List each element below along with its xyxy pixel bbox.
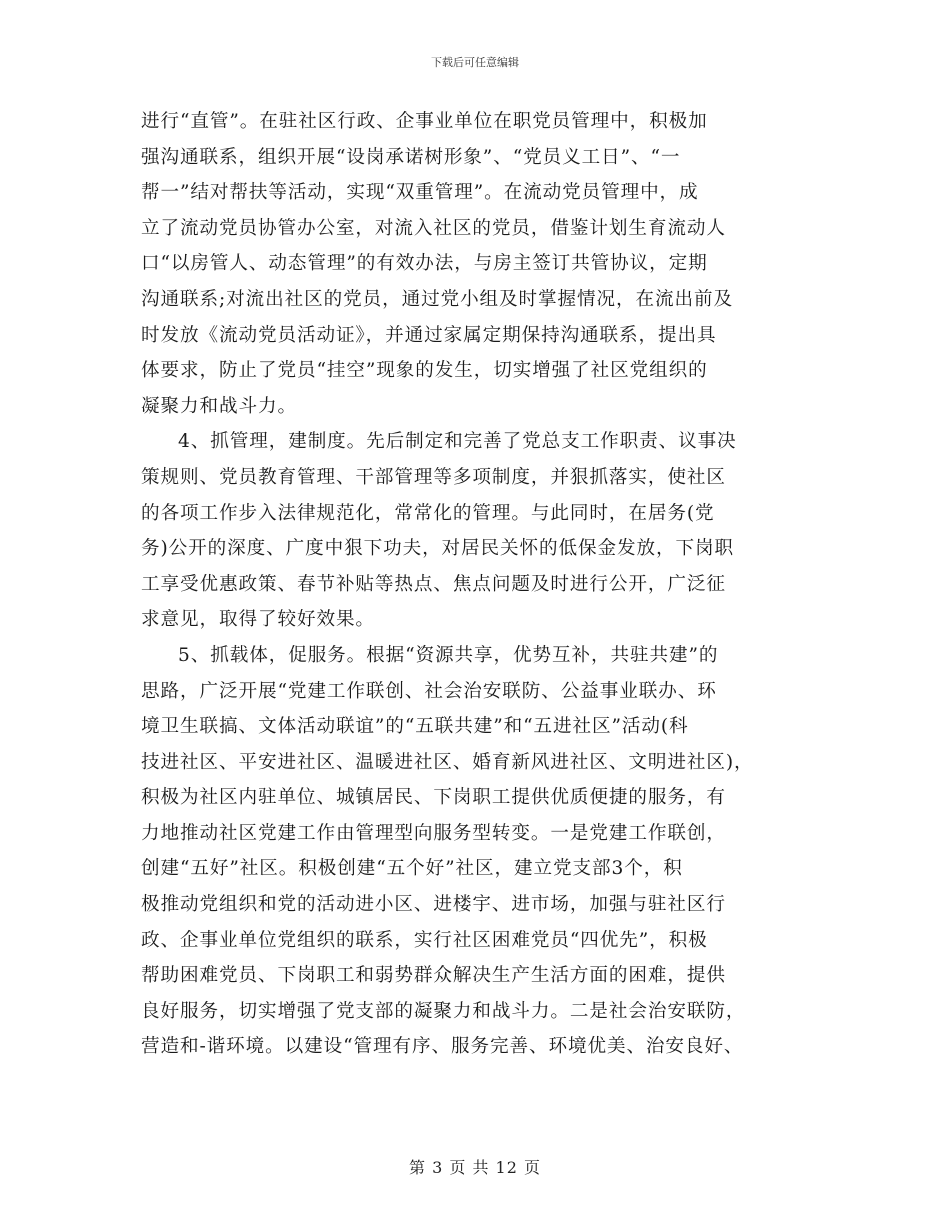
text-line: 积极为社区内驻单位、城镇居民、下岗职工提供优质便捷的服务，有 — [141, 787, 726, 809]
text-line: 力地推动社区党建工作由管理型向服务型转变。一是党建工作联创， — [141, 822, 726, 844]
text-line: 口“以房管人、动态管理”的有效办法，与房主签订共管协议，定期 — [141, 253, 708, 275]
text-line: 创建“五好”社区。积极创建“五个好”社区，建立党支部3个，积 — [141, 858, 683, 880]
text-line: 帮一”结对帮扶等活动，实现“双重管理”。在流动党员管理中，成 — [141, 182, 699, 204]
text-line: 凝聚力和战斗力。 — [141, 395, 297, 417]
text-line: 技进社区、平安进社区、温暖进社区、婚育新风进社区、文明进社区)， — [141, 751, 754, 773]
page-footer-page-number: 第 3 页 共 12 页 — [409, 1158, 541, 1177]
text-line: 境卫生联搞、文体活动联谊”的“五联共建”和“五进社区”活动(科 — [141, 716, 689, 738]
text-line: 5、抓载体，促服务。根据“资源共享，优势互补，共驻共建”的 — [178, 644, 719, 666]
text-line: 进行“直管”。在驻社区行政、企事业单位在职党员管理中，积极加 — [141, 111, 708, 132]
text-line: 的各项工作步入法律规范化，常常化的管理。与此同时，在居务(党 — [141, 502, 715, 524]
text-line: 工享受优惠政策、春节补贴等热点、焦点问题及时进行公开，广泛征 — [141, 573, 726, 595]
text-line: 立了流动党员协管办公室，对流入社区的党员，借鉴计划生育流动人 — [141, 217, 726, 239]
text-line: 营造和-谐环境。以建设“管理有序、服务完善、环境优美、治安良好、 — [141, 1036, 744, 1058]
text-line: 强沟通联系，组织开展“设岗承诺树形象”、“党员义工日”、“一 — [141, 146, 681, 168]
text-line: 策规则、党员教育管理、干部管理等多项制度，并狠抓落实，使社区 — [141, 466, 726, 488]
text-line: 良好服务，切实增强了党支部的凝聚力和战斗力。二是社会治安联防， — [141, 1000, 746, 1022]
text-line: 4、抓管理，建制度。先后制定和完善了党总支工作职责、议事决 — [178, 431, 737, 453]
text-line: 思路，广泛开展“党建工作联创、社会治安联防、公益事业联办、环 — [141, 680, 717, 702]
text-line: 帮助困难党员、下岗职工和弱势群众解决生产生活方面的困难，提供 — [141, 965, 726, 987]
page-header: 下载后可任意编辑 — [431, 56, 519, 69]
text-line: 时发放《流动党员活动证》，并通过家属定期保持沟通联系，提出具 — [141, 324, 717, 346]
document-body — [141, 104, 821, 1065]
text-line: 务)公开的深度、广度中狠下功夫，对居民关怀的低保金发放，下岗职 — [141, 538, 734, 560]
text-line: 政、企事业单位党组织的联系，实行社区困难党员“四优先”，积极 — [141, 929, 708, 951]
text-line: 极推动党组织和党的活动进小区、进楼宇、进市场，加强与驻社区行 — [141, 894, 726, 916]
text-line: 体要求，防止了党员“挂空”现象的发生，切实增强了社区党组织的 — [141, 360, 708, 382]
text-line: 求意见，取得了较好效果。 — [141, 609, 375, 631]
text-line: 沟通联系;对流出社区的党员，通过党小组及时掌握情况，在流出前及 — [141, 288, 733, 310]
